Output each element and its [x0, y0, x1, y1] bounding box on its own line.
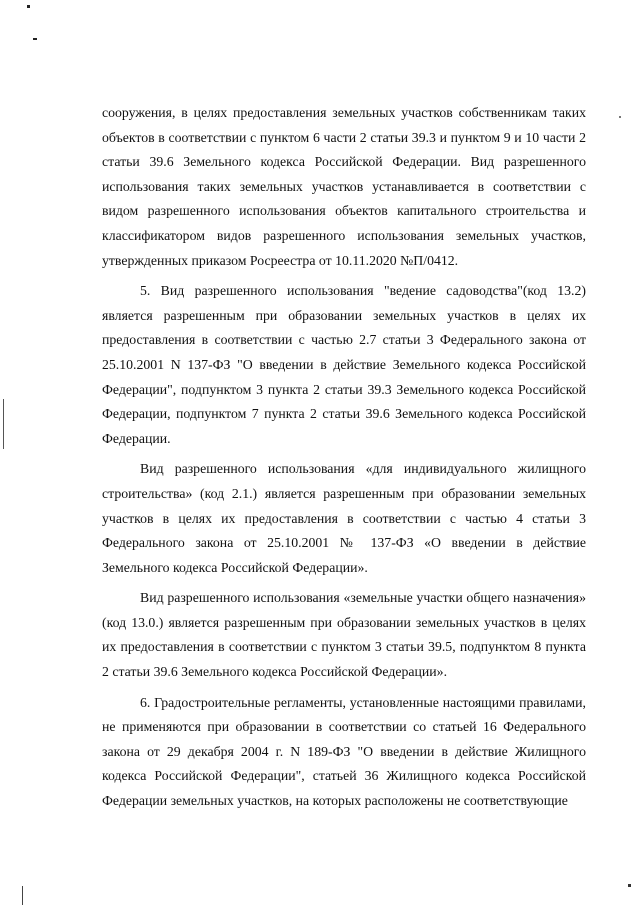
paragraph: Вид разрешенного использования «для индивидуального жилищного строительства» (код 2.1.) является разрешенным при образовании земельных участков в целях их предоставления в соответствии с частью 4 статьи 3 Федерального закона от 25.10.2001 № 137-ФЗ «О введении в действие Земельного кодекса Российской Федерации». [102, 461, 586, 575]
document-body [102, 101, 586, 820]
scan-mark [628, 884, 631, 887]
scan-mark [619, 116, 621, 118]
paragraph: сооружения, в целях предоставления земельных участков собственникам таких объектов в соответствии с пунктом 6 части 2 статьи 39.3 и пунктом 9 и 10 части 2 статьи 39.6 Земельного кодекса Российской Федерации. Вид разрешенного использования таких земельных участков устанавливается в соответствии с видом разрешенного использования объектов капитального строительства и классификатором видов разрешенного использования земельных участков, утвержденных приказом Росреестра от 10.11.2020 №П/0412. [102, 105, 586, 268]
scan-mark [27, 5, 30, 8]
paragraph: Вид разрешенного использования «земельные участки общего назначения» (код 13.0.) является разрешенным при образовании земельных участков в целях их предоставления в соответствии с пунктом 3 статьи 39.5, подпунктом 8 пункта 2 статьи 39.6 Земельного кодекса Российской Федерации». [102, 590, 586, 680]
scan-mark [33, 38, 37, 40]
scan-margin-line [22, 886, 23, 905]
paragraph: 5. Вид разрешенного использования "ведение садоводства"(код 13.2) является разрешенным при образовании земельных участков в целях их предоставления в соответствии с частью 2.7 статьи 3 Федерального закона от 25.10.2001 N 137-ФЗ "О введении в действие Земельного кодекса Российской Федерации", подпунктом 3 пункта 2 статьи 39.3 Земельного кодекса Российской Федерации, подпунктом 7 пункта 2 статьи 39.6 Земельного кодекса Российской Федерации. [102, 283, 586, 446]
paragraph: 6. Градостроительные регламенты, установленные настоящими правилами, не применяются при образовании в соответствии со статьей 16 Федерального закона от 29 декабря 2004 г. N 189-ФЗ "О введении в действие Жилищного кодекса Российской Федерации", статьей 36 Жилищного кодекса Российской Федерации земельных участков, на которых расположены не соответствующие [102, 694, 586, 809]
scan-margin-line [3, 399, 4, 449]
